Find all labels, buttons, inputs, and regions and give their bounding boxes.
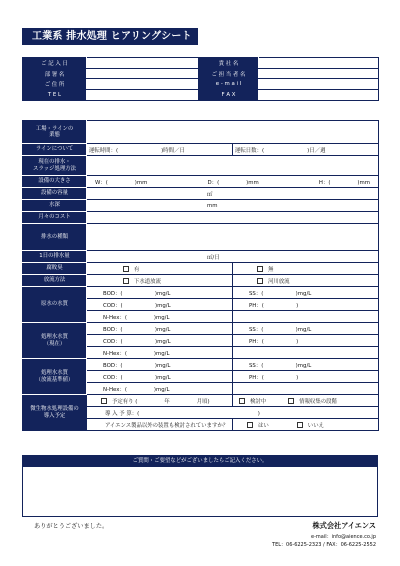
date-label: ご 記 入 日 xyxy=(23,58,87,69)
plan-info-checkbox[interactable] xyxy=(288,398,294,404)
inquiry-textarea[interactable] xyxy=(22,467,378,517)
company-email: e-mail：info@aience.co.jp xyxy=(311,534,376,540)
monthly-cost-field[interactable] xyxy=(87,212,379,224)
plan-scheduled-checkbox[interactable] xyxy=(101,398,107,404)
factory-line-label xyxy=(23,121,87,144)
plan-info-text: 情報収集の段階 xyxy=(299,398,337,405)
standard-ph[interactable]: PH：( ) xyxy=(233,371,379,383)
contact-info-table xyxy=(22,57,379,101)
tel-label: T E L xyxy=(23,90,87,101)
odor-no-checkbox[interactable] xyxy=(257,266,263,272)
contact-person-label: ご 担 当 者 名 xyxy=(199,68,259,79)
raw-cod[interactable]: COD：( )mg/L xyxy=(87,299,233,311)
standard-ss[interactable]: SS：( )mg/L xyxy=(233,359,379,371)
size-label: 設備の大きさ xyxy=(23,176,87,188)
treated-current-text: 処理水水質 （現在） xyxy=(41,334,68,347)
size-d: D：( )mm xyxy=(207,179,259,186)
email-field[interactable] xyxy=(259,79,379,90)
operation-hours[interactable]: 運転時間：( )時間／日 xyxy=(87,144,233,156)
depth-label: 水深 xyxy=(23,200,87,212)
contact-person-field[interactable] xyxy=(259,68,379,79)
operation-label: ラインについて xyxy=(23,144,87,156)
sludge-label xyxy=(23,156,87,176)
size-w: W：( )mm xyxy=(95,179,148,186)
budget-field[interactable]: 導 入 予 算：( ) xyxy=(87,407,379,419)
discharge-sewer-cell[interactable] xyxy=(87,275,233,287)
odor-label: 腐敗臭 xyxy=(23,263,87,275)
discharge-river-checkbox[interactable] xyxy=(257,278,263,284)
current-cod[interactable]: COD：( )mg/L xyxy=(87,335,233,347)
plan-scheduled-cell[interactable] xyxy=(87,395,233,407)
tel-field[interactable] xyxy=(87,90,199,101)
depth-unit: mm xyxy=(207,202,218,209)
raw-bod[interactable]: BOD：( )mg/L xyxy=(87,287,233,299)
raw-water-quality-label xyxy=(23,287,87,323)
plan-considering-checkbox[interactable] xyxy=(239,398,245,404)
thanks-text: ありがとうございました。 xyxy=(34,523,109,530)
capacity-unit: ㎥ xyxy=(207,191,213,198)
company-name-label: 貴 社 名 xyxy=(199,58,259,69)
capacity-field[interactable] xyxy=(87,188,379,200)
department-label: 部 署 名 xyxy=(23,68,87,79)
answer-yes-text: はい xyxy=(258,422,269,429)
treated-standard-text: 処理水水質 （放流基準値） xyxy=(35,370,74,383)
plan-considering-text: 検討中 xyxy=(250,398,267,405)
size-field[interactable] xyxy=(87,176,379,188)
current-nhex[interactable]: N-Hex：( )mg/L xyxy=(87,347,233,359)
raw-blank xyxy=(233,311,379,323)
answer-yes-checkbox[interactable] xyxy=(247,422,253,428)
standard-cod[interactable]: COD：( )mg/L xyxy=(87,371,233,383)
plan-label xyxy=(23,395,87,431)
odor-yes-checkbox[interactable] xyxy=(123,266,129,272)
raw-ph[interactable]: PH：( ) xyxy=(233,299,379,311)
wastewater-type-field[interactable] xyxy=(87,224,379,251)
discharge-sewer-text: 下水道放流 xyxy=(134,278,161,285)
daily-volume-unit: ㎥/日 xyxy=(207,254,220,261)
plan-text: 微生物水処理設備の 導入予定 xyxy=(30,406,79,419)
sludge-text: 現在の排水・ スラッジ処理方法 xyxy=(32,159,77,172)
size-h: H：( )mm xyxy=(318,179,370,186)
factory-line-field[interactable] xyxy=(87,121,379,144)
company-name-field[interactable] xyxy=(259,58,379,69)
department-field[interactable] xyxy=(87,68,199,79)
standard-nhex[interactable]: N-Hex：( )mg/L xyxy=(87,383,233,395)
date-field[interactable] xyxy=(87,58,199,69)
wastewater-type-label: 排水の種類 xyxy=(23,224,87,251)
plan-options-cell[interactable] xyxy=(233,395,379,407)
current-ss[interactable]: SS：( )mg/L xyxy=(233,323,379,335)
plan-date-text: ( 年 月頃) xyxy=(135,398,210,405)
operation-days[interactable]: 運転日数：( )日／週 xyxy=(233,144,379,156)
discharge-river-text: 河川放流 xyxy=(268,278,290,285)
address-field[interactable] xyxy=(87,79,199,90)
odor-yes-cell[interactable] xyxy=(87,263,233,275)
email-label: e - m a i l xyxy=(199,79,259,90)
answer-no-checkbox[interactable] xyxy=(297,422,303,428)
other-products-question: アイエンス製品以外の装置も検討されていますか？ xyxy=(87,419,233,431)
sludge-field[interactable] xyxy=(87,156,379,176)
fax-field[interactable] xyxy=(259,90,379,101)
company-tel-fax: TEL：06-6225-2323 / FAX：06-6225-2552 xyxy=(272,542,376,548)
factory-line-text: 工場・ラインの 業態 xyxy=(35,125,74,138)
address-label: ご 住 所 xyxy=(23,79,87,90)
odor-no-cell[interactable] xyxy=(233,263,379,275)
odor-yes-text: 有 xyxy=(134,266,140,273)
sheet-title: 工業系 排水処理 ヒアリングシート xyxy=(22,28,198,45)
standard-blank xyxy=(233,383,379,395)
odor-no-text: 無 xyxy=(268,266,274,273)
company-name: 株式会社アイエンス xyxy=(312,521,376,530)
treated-standard-label xyxy=(23,359,87,395)
treated-current-label xyxy=(23,323,87,359)
daily-volume-label: 1日の排水量 xyxy=(23,251,87,263)
other-products-answer-cell[interactable] xyxy=(233,419,379,431)
discharge-sewer-checkbox[interactable] xyxy=(123,278,129,284)
inquiry-heading: ご質問・ご要望などがございましたらご記入ください。 xyxy=(22,455,378,467)
discharge-label: 放流方法 xyxy=(23,275,87,287)
standard-bod[interactable]: BOD：( )mg/L xyxy=(87,359,233,371)
current-blank xyxy=(233,347,379,359)
discharge-river-cell[interactable] xyxy=(233,275,379,287)
current-ph[interactable]: PH：( ) xyxy=(233,335,379,347)
capacity-label: 設備の容量 xyxy=(23,188,87,200)
raw-nhex[interactable]: N-Hex：( )mg/L xyxy=(87,311,233,323)
plan-scheduled-text: 予定有り xyxy=(112,398,134,405)
depth-field[interactable] xyxy=(87,200,379,212)
current-bod[interactable]: BOD：( )mg/L xyxy=(87,323,233,335)
hearing-table xyxy=(22,120,379,431)
monthly-cost-label: 月々のコスト xyxy=(23,212,87,224)
fax-label: F A X xyxy=(199,90,259,101)
answer-no-text: いいえ xyxy=(307,422,324,429)
raw-water-quality-text: 原水の水質 xyxy=(41,301,68,308)
daily-volume-field[interactable] xyxy=(87,251,379,263)
raw-ss[interactable]: SS：( )mg/L xyxy=(233,287,379,299)
